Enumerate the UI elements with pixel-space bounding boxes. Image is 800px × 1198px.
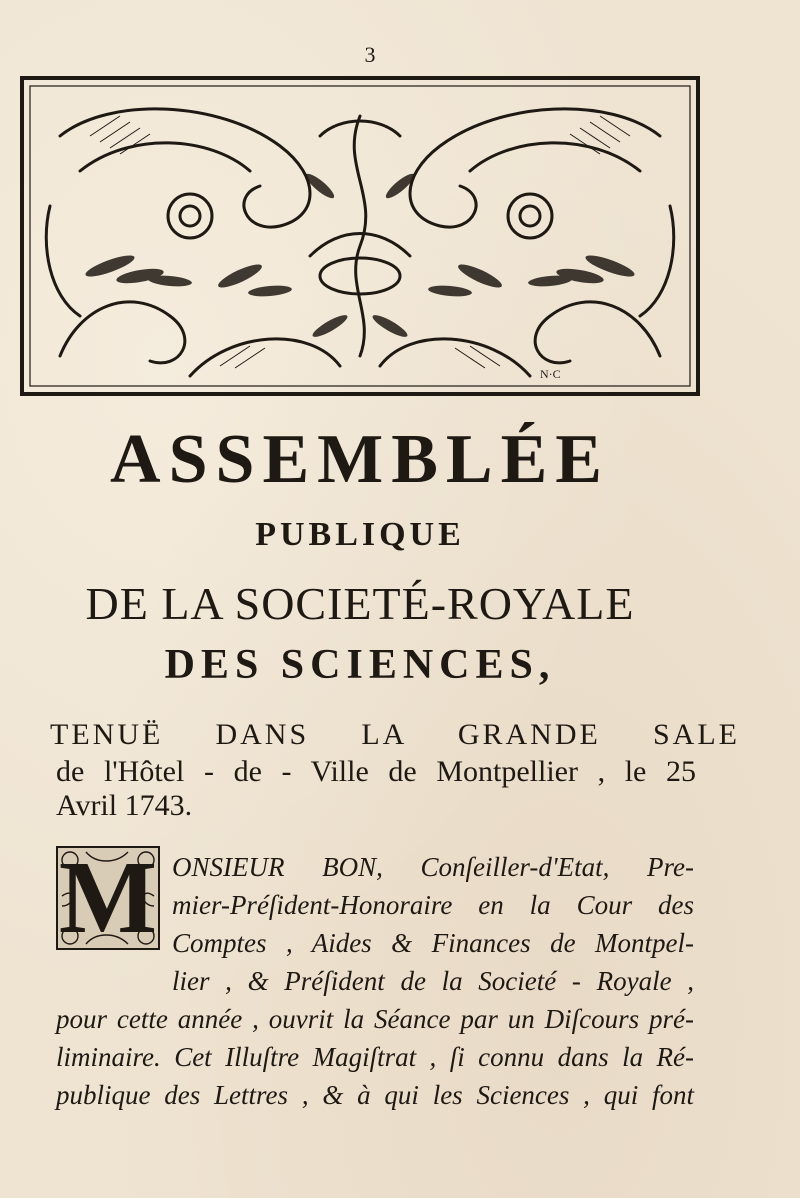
subtitle-line-1: de l'Hôtel - de - Ville de Montpellier , le 25 [56, 755, 696, 788]
engraver-mark: N·C [540, 367, 561, 381]
title-publique: PUBLIQUE [255, 516, 465, 553]
body-line-3: Comptes , Aides & Finances de Montpel- [172, 928, 694, 958]
body-line-4: lier , & Préſident de la Societé - Royale , [172, 966, 694, 996]
body-line-2: mier-Préſident-Honoraire en la Cour des [172, 890, 694, 920]
title-des-sciences: DES SCIENCES, [164, 642, 556, 688]
title-tenue-grande-sale: TENUË DANS LA GRANDE SALE [50, 718, 740, 751]
page-number: 3 [364, 42, 376, 67]
floral-ornament-icon [20, 76, 700, 396]
title-societe-royale: DE LA SOCIETÉ-ROYALE [85, 578, 635, 629]
dropcap-letter: M [58, 840, 158, 955]
body-line-7: publique des Lettres , & à qui les Sciences , qui font [56, 1080, 694, 1110]
body-line-5: pour cette année , ouvrit la Séance par un Diſcours pré- [56, 1004, 694, 1034]
body-line-6: liminaire. Cet Illuſtre Magiſtrat , ſi connu dans la Ré- [56, 1042, 694, 1072]
subtitle-line-2: Avril 1743. [56, 789, 193, 822]
title-assemblee: ASSEMBLÉE [110, 421, 610, 498]
dropcap-ornament [56, 840, 160, 955]
body-line-1: ONSIEUR BON, Conſeiller-d'Etat, Pre- [172, 852, 694, 882]
